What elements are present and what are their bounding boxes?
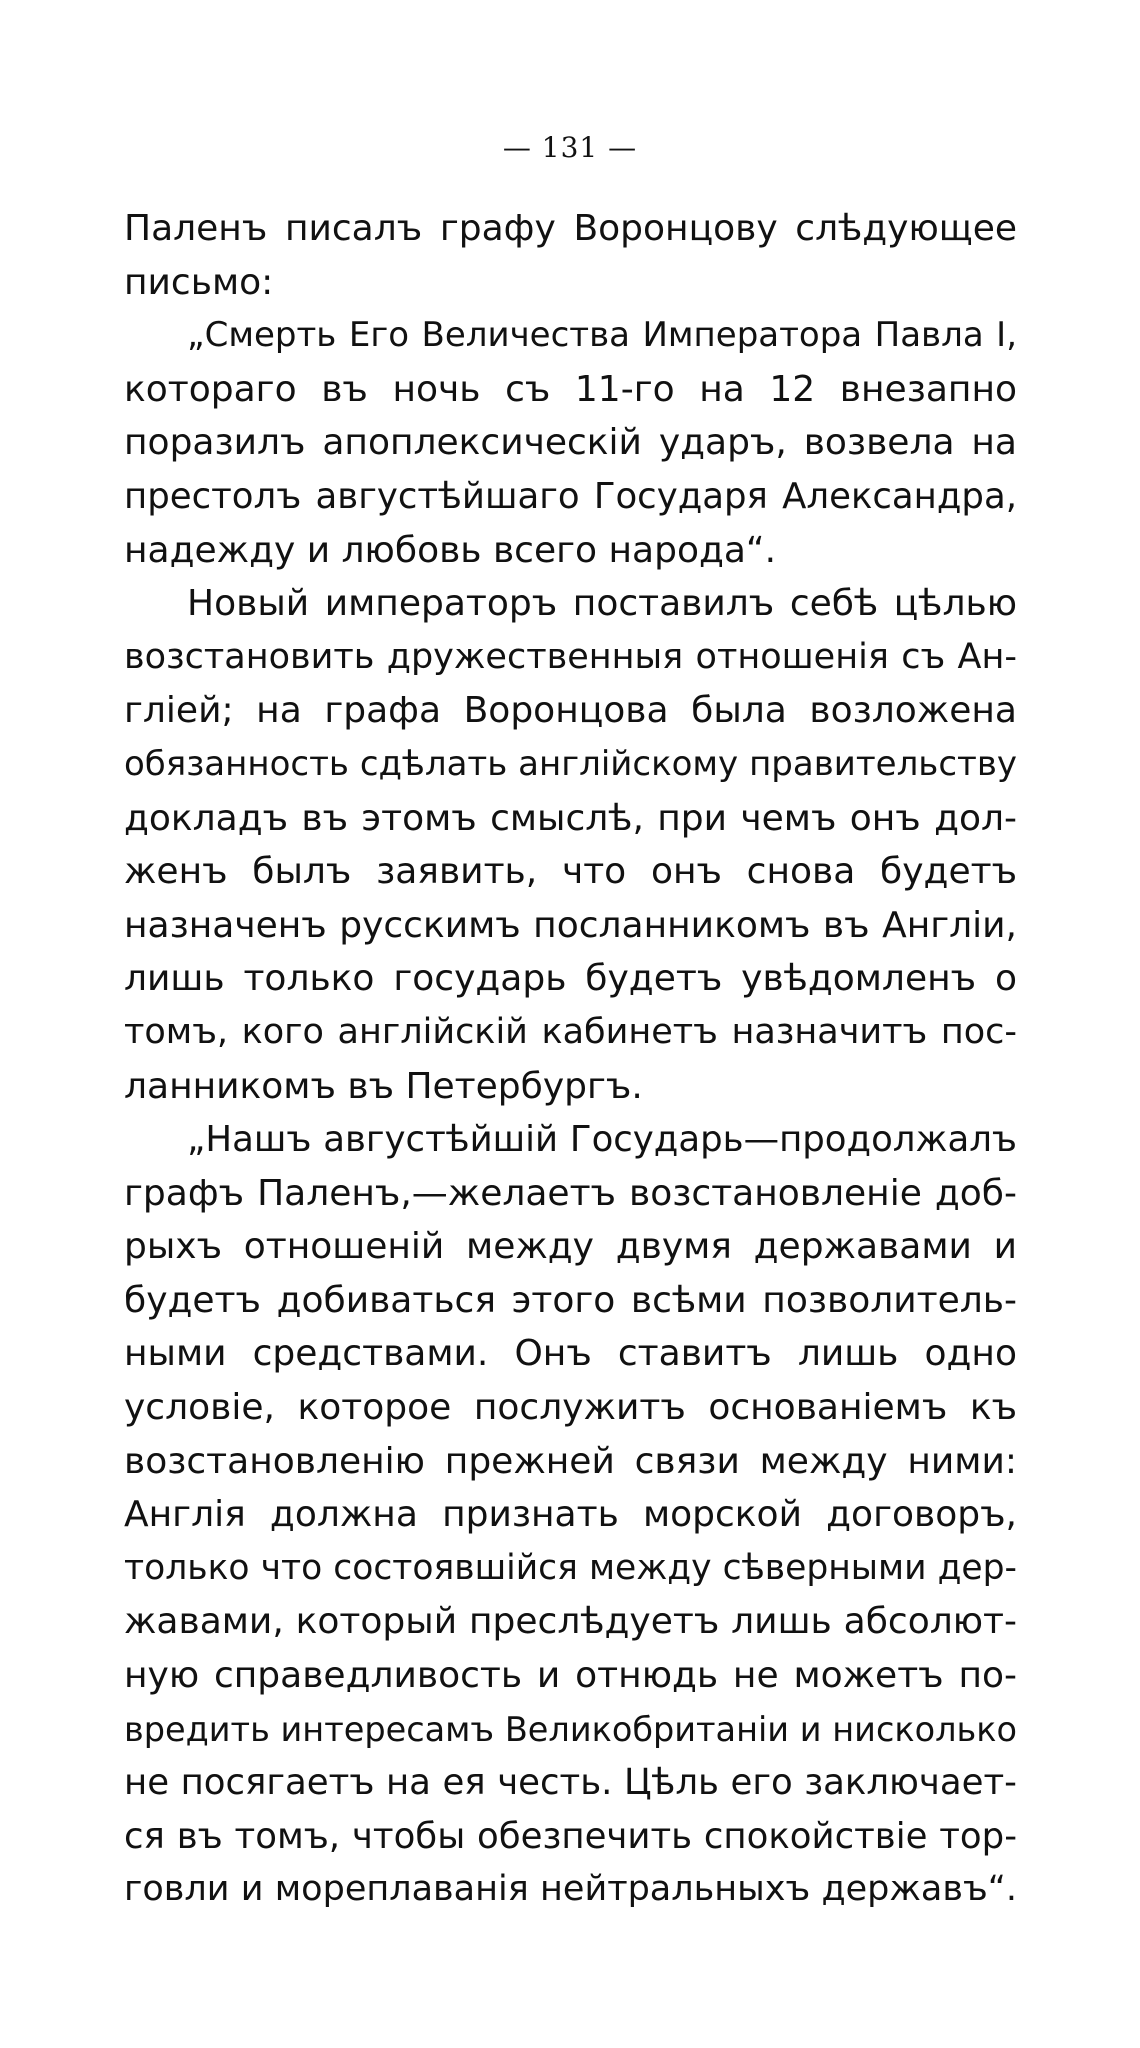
text-line: условіе, которое послужитъ основаніемъ къ xyxy=(124,1387,1017,1429)
text-line: женъ былъ заявить, что онъ снова будетъ xyxy=(124,851,1017,893)
text-line: ся въ томъ, чтобы обезпечить спокойствіе тор- xyxy=(124,1815,1017,1857)
text-line: лишь только государь будетъ увѣдомленъ о xyxy=(124,958,1017,1000)
text-line: письмо: xyxy=(124,261,274,303)
text-line: надежду и любовь всего народа“. xyxy=(124,529,777,571)
text-line: будетъ добиваться этого всѣми позволитель- xyxy=(124,1279,1017,1321)
text-line: ными средствами. Онъ ставитъ лишь одно xyxy=(124,1333,1017,1375)
text-line: возстановить дружественныя отношенія съ Ан- xyxy=(124,636,1017,677)
text-line: жавами, который преслѣдуетъ лишь абсолют- xyxy=(124,1601,1017,1643)
text-line: возстановленію прежней связи между ними: xyxy=(124,1440,1017,1482)
text-line: Англія должна признать морской договоръ, xyxy=(124,1494,1017,1536)
text-line: престолъ августѣйшаго Государя Александра, xyxy=(124,475,1017,517)
text-line: ланникомъ въ Петербургъ. xyxy=(124,1065,643,1107)
text-line: не посягаетъ на ея честь. Цѣль его заключает- xyxy=(124,1762,1017,1804)
text-line: гліей; на графа Воронцова была возложена xyxy=(124,690,1017,732)
text-line: вредить интересамъ Великобританіи и нисколько xyxy=(124,1709,1017,1749)
text-line: „Смерть Его Величества Императора Павла I, xyxy=(187,315,1017,356)
page-number: — 131 — xyxy=(502,131,638,164)
text-line: графъ Паленъ,—желаетъ возстановленіе доб- xyxy=(124,1172,1017,1214)
text-line: томъ, кого англійскій кабинетъ назначитъ пос- xyxy=(124,1011,1017,1052)
text-line: котораго въ ночь съ 11-го на 12 внезапно xyxy=(124,368,1017,410)
text-line: Паленъ писалъ графу Воронцову слѣдующее xyxy=(124,208,1017,249)
text-line: поразилъ апоплексическій ударъ, возвела на xyxy=(124,422,1017,464)
text-line: рыхъ отношеній между двумя державами и xyxy=(124,1226,1017,1268)
body-text xyxy=(124,202,1017,1917)
text-line: говли и мореплаванія нейтральныхъ державъ“. xyxy=(124,1869,1017,1910)
text-line: Новый императоръ поставилъ себѣ цѣлью xyxy=(187,583,1017,625)
text-line: ную справедливость и отнюдь не можетъ по- xyxy=(124,1655,1017,1697)
text-line: „Нашъ августѣйшій Государь—продолжалъ xyxy=(187,1119,1017,1161)
text-line: докладъ въ этомъ смыслѣ, при чемъ онъ дол- xyxy=(124,797,1017,839)
text-line: назначенъ русскимъ посланникомъ въ Англіи, xyxy=(124,904,1017,946)
text-line: обязанность сдѣлать англійскому правительству xyxy=(124,743,1017,784)
text-line: только что состоявшійся между сѣверными дер- xyxy=(124,1547,1017,1588)
